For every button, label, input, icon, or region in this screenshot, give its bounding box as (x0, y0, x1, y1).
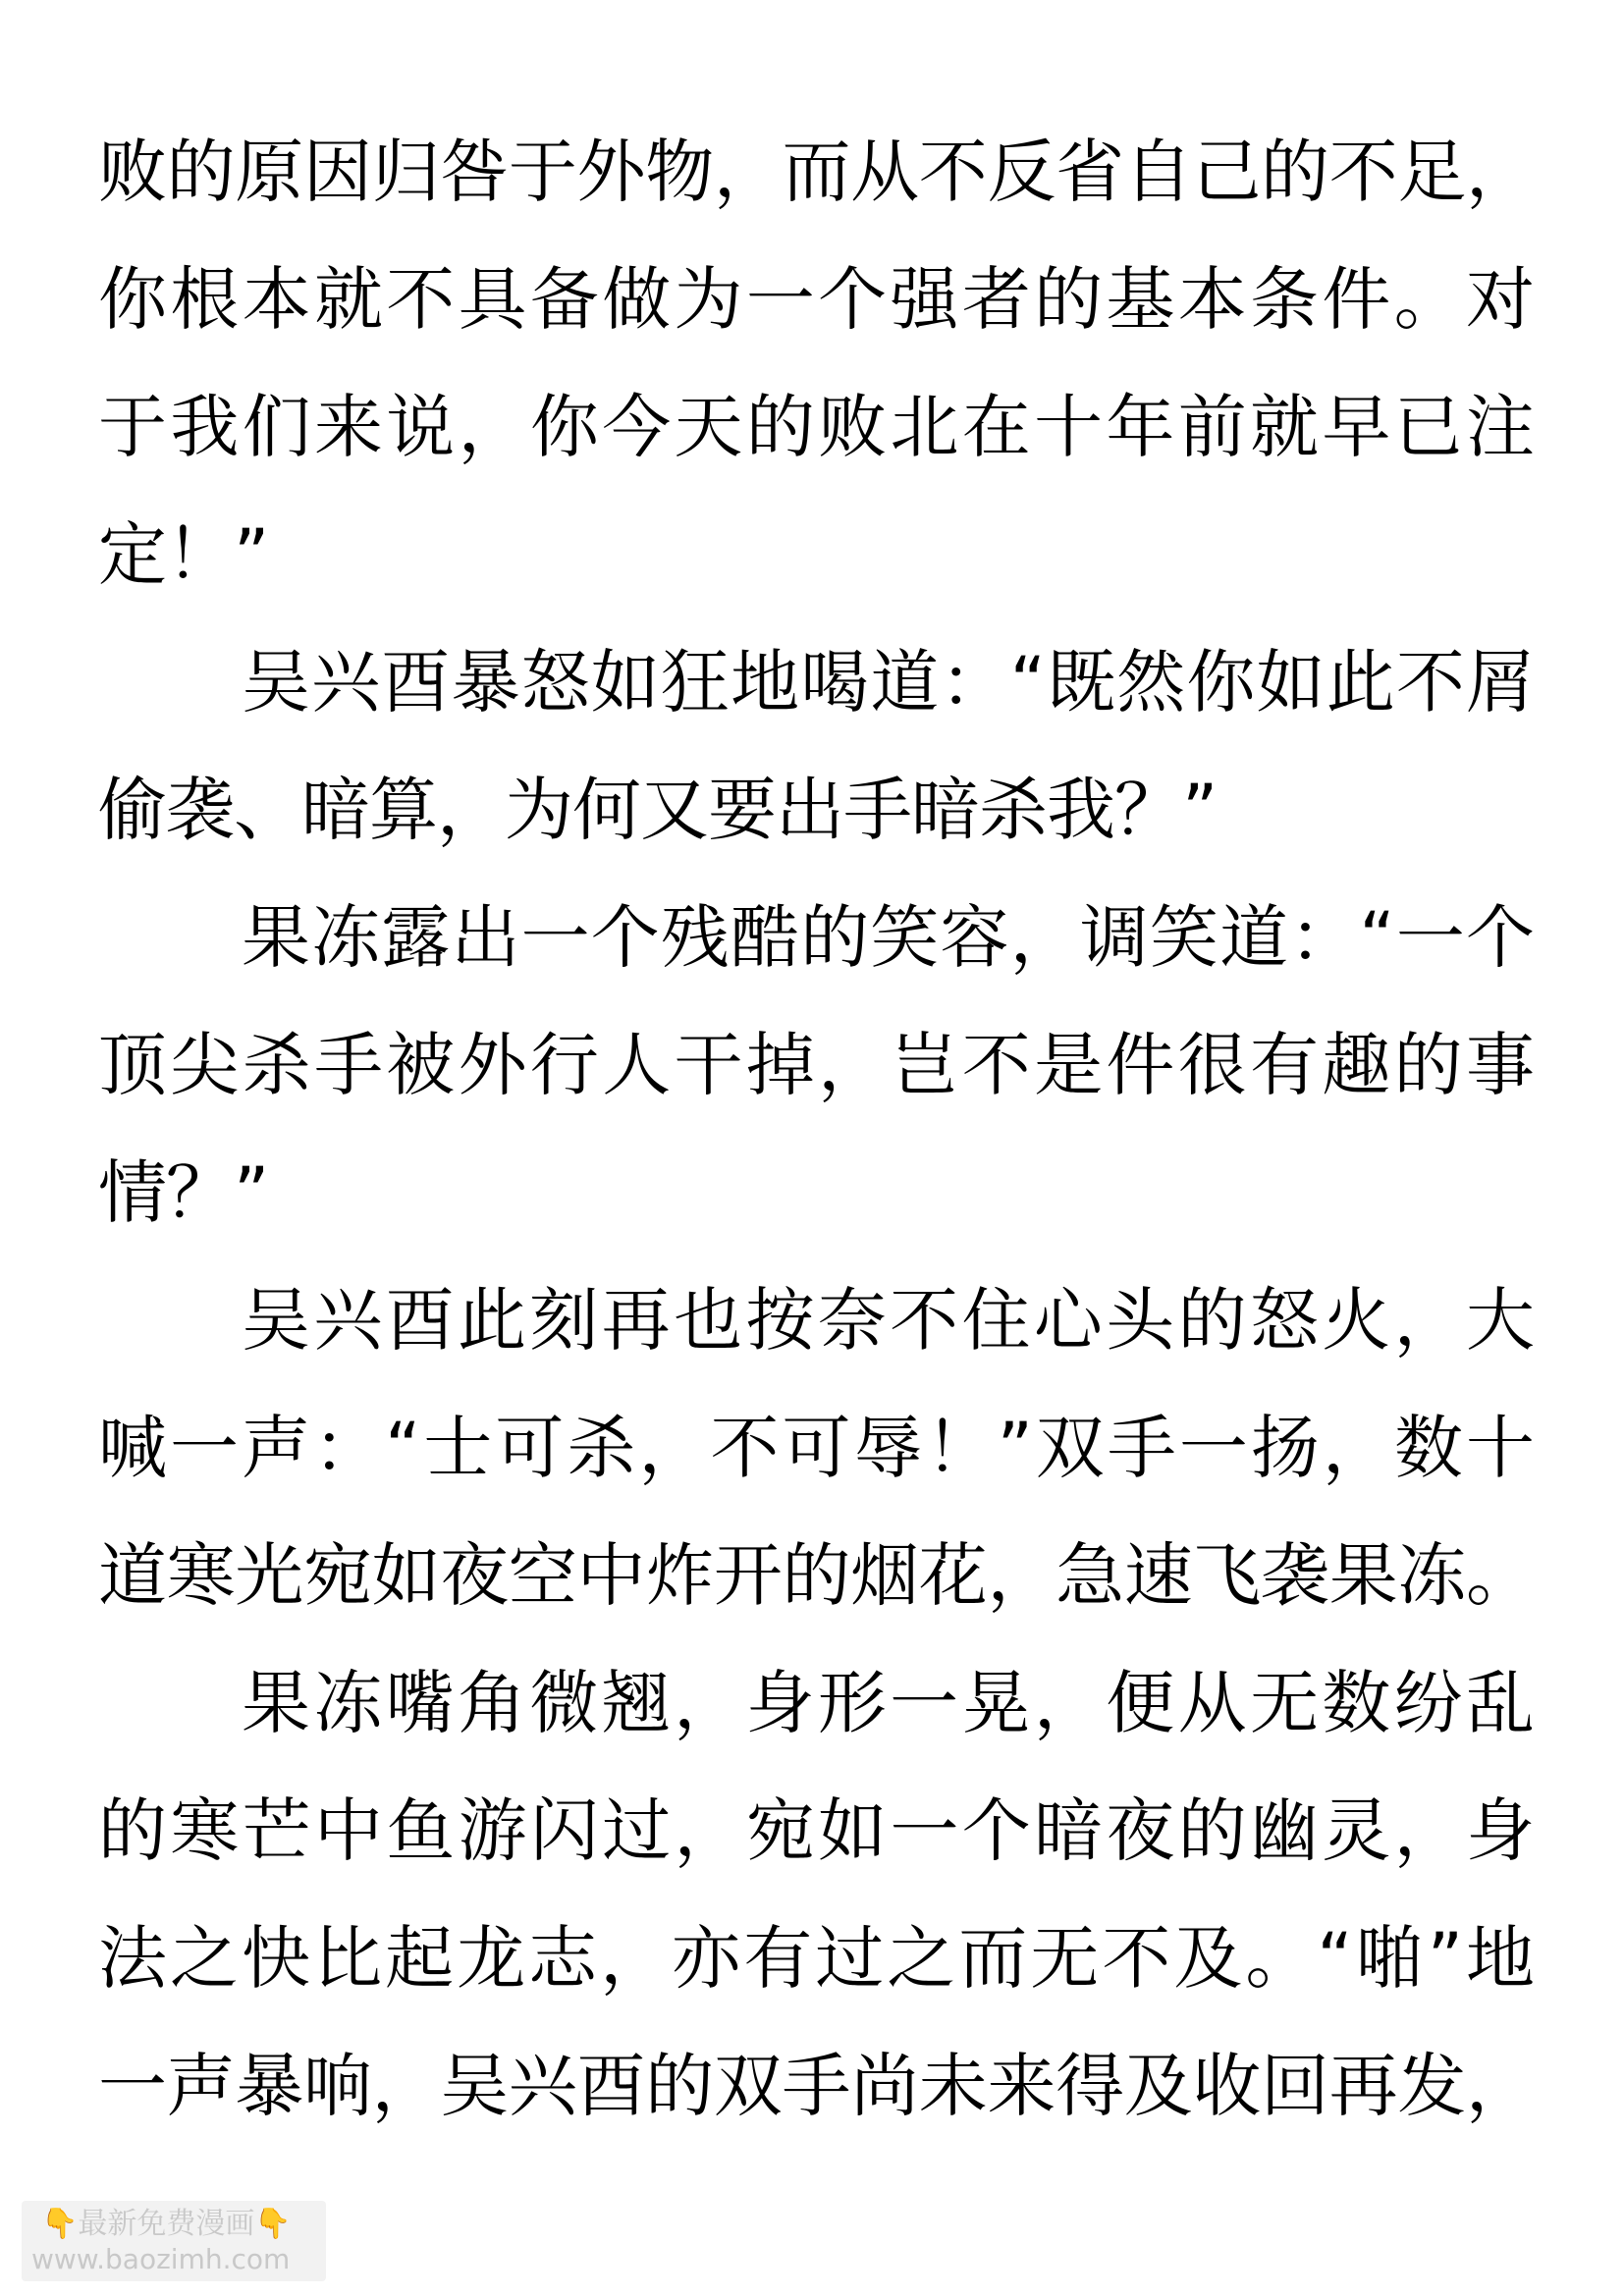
watermark-url: www.baozimh.com (31, 2243, 291, 2275)
text-line: 情？” (98, 1152, 269, 1233)
pointing-down-icon: 👇 (254, 2207, 292, 2241)
text-line: 法之快比起龙志，亦有过之而无不及。“啪”地 (98, 1918, 1534, 1999)
pointing-down-icon: 👇 (41, 2207, 79, 2241)
text-line: 道寒光宛如夜空中炸开的烟花，急速飞袭果冻。 (98, 1535, 1534, 1616)
text-line: 一声暴响，吴兴酉的双手尚未来得及收回再发， (98, 2046, 1534, 2126)
watermark-title (41, 2205, 292, 2244)
document-page (98, 0, 1534, 2296)
paragraph-start-line: 果冻嘴角微翘，身形一晃，便从无数纷乱 (242, 1663, 1534, 1743)
text-line: 于我们来说，你今天的败北在十年前就早已注 (98, 387, 1534, 467)
text-line: 偷袭、暗算，为何又要出手暗杀我？” (98, 770, 1218, 850)
paragraph-start-line: 吴兴酉此刻再也按奈不住心头的怒火，大 (242, 1280, 1534, 1361)
watermark-badge (22, 2201, 326, 2281)
paragraph-start-line: 果冻露出一个残酷的笑容，调笑道：“一个 (242, 897, 1534, 978)
text-line: 你根本就不具备做为一个强者的基本条件。对 (98, 259, 1534, 340)
text-line: 顶尖杀手被外行人干掉，岂不是件很有趣的事 (98, 1025, 1534, 1105)
watermark-title-text: 最新免费漫画 (78, 2207, 255, 2241)
text-line: 定！” (98, 514, 269, 595)
text-line: 败的原因归咎于外物，而从不反省自己的不足， (98, 132, 1534, 212)
paragraph-start-line: 吴兴酉暴怒如狂地喝道：“既然你如此不屑 (242, 642, 1534, 722)
text-line: 喊一声：“士可杀，不可辱！”双手一扬，数十 (98, 1408, 1534, 1488)
text-line: 的寒芒中鱼游闪过，宛如一个暗夜的幽灵，身 (98, 1790, 1534, 1871)
